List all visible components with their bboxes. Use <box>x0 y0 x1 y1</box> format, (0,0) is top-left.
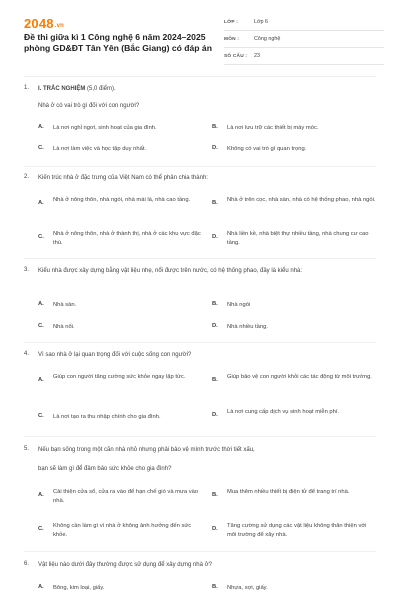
meta-key: SỐ CÂU : <box>224 53 248 59</box>
option-letter: D. <box>212 234 218 240</box>
question-number: 2. <box>24 174 30 180</box>
question-divider <box>24 436 376 437</box>
option-text: Nhựa, sợi, giấy. <box>227 585 268 591</box>
option-letter: C. <box>38 413 44 419</box>
question-text-continued: bạn sẽ làm gì để đảm bảo sức khỏe cho gia đình? <box>38 466 172 472</box>
option-letter: A. <box>38 301 44 307</box>
section-points: (5,0 điểm). <box>85 86 116 92</box>
meta-row-count <box>224 48 384 65</box>
meta-key: LỚP : <box>224 19 239 25</box>
option-text: Mua thêm nhiều thiết bị điện tử để trang trí nhà. <box>227 489 350 495</box>
option-text: Nhà nhiều tầng. <box>227 324 268 330</box>
question-text: Vật liệu nào dưới đây thường được sử dụng để xây dựng nhà ở? <box>38 562 212 568</box>
option-text: Nhà ở trên cọc, nhà sàn, nhà có hệ thống phao, nhà ngói. <box>227 197 376 203</box>
question-text: Nếu bạn sống trong một căn nhà nhỏ nhưng phải bảo vệ mình trước thời tiết xấu, <box>38 447 255 453</box>
section-heading <box>38 85 376 94</box>
option-text: Là nơi lưu trữ các thiết bị máy móc. <box>227 125 319 131</box>
option-text: Không có vai trò gì quan trọng. <box>227 146 307 152</box>
question-divider <box>24 342 376 343</box>
meta-value: 23 <box>254 53 260 59</box>
option-text: Là nơi cung cấp dịch vụ sinh hoạt miễn phí. <box>227 409 340 415</box>
option-letter: C. <box>38 526 44 532</box>
option-letter: A. <box>38 492 44 498</box>
option-text: Nhà ở nông thôn, nhà ở thành thị, nhà ở các khu vực đặc thù. <box>53 231 201 246</box>
option-letter: C. <box>38 323 44 329</box>
exam-meta <box>224 14 384 65</box>
header <box>0 0 400 72</box>
header-divider <box>24 76 376 77</box>
section-title: I. TRẮC NGHIỆM <box>38 86 86 92</box>
option-text: Nhà sàn. <box>53 302 77 308</box>
meta-value: Lớp 6 <box>254 19 269 25</box>
option-text: Không cần làm gì vì nhà ở không ảnh hưởng đến sức khỏe. <box>53 523 192 538</box>
option-letter: B. <box>212 301 218 307</box>
option-letter: B. <box>212 492 218 498</box>
option-text: Nhà nổi. <box>53 324 75 330</box>
option-letter: A. <box>38 377 44 383</box>
meta-value: Công nghệ <box>254 36 281 42</box>
option-text: Nhà ở nông thôn, nhà ngói, nhà mái lá, nhà cao tầng. <box>53 197 191 203</box>
option-text: Cải thiện cửa sổ, cửa ra vào để hạn chế gió và mưa vào nhà. <box>53 489 199 504</box>
logo[interactable] <box>24 16 64 31</box>
meta-row-subject <box>224 31 384 48</box>
question-text: Vì sao nhà ở lại quan trọng đối với cuộc sống con người? <box>38 352 192 358</box>
option-letter: C. <box>38 145 44 151</box>
question-number: 1. <box>24 85 30 91</box>
meta-row-class <box>224 14 384 31</box>
option-text: Là nơi tạo ra thu nhập chính cho gia đình. <box>53 414 161 420</box>
meta-key: MÔN : <box>224 36 240 42</box>
question-text: Nhà ở có vai trò gì đối với con người? <box>38 103 140 109</box>
option-text: Giúp con người tăng cường sức khỏe ngay lập tức. <box>53 374 186 380</box>
option-text: Là nơi nghỉ ngơi, sinh hoạt của gia đình. <box>53 125 157 131</box>
question-divider <box>24 166 376 167</box>
question-divider <box>24 551 376 552</box>
question-number: 6. <box>24 561 30 567</box>
question-number: 3. <box>24 267 30 273</box>
option-letter: B. <box>212 200 218 206</box>
option-letter: B. <box>212 377 218 383</box>
option-text: Nhà ngói <box>227 302 251 308</box>
question-number: 5. <box>24 446 30 452</box>
option-letter: A. <box>38 124 44 130</box>
option-text: Bông, kim loại, giấy. <box>53 585 105 591</box>
option-letter: A. <box>38 584 44 590</box>
question-number: 4. <box>24 351 30 357</box>
option-text: Là nơi làm việc và học tập duy nhất. <box>53 146 147 152</box>
logo-suffix: .vn <box>54 23 65 29</box>
option-letter: B. <box>212 124 218 130</box>
exam-title: Đề thi giữa kì 1 Công nghệ 6 năm 2024–2025 phòng GD&ĐT Tân Yên (Bắc Giang) có đáp án <box>24 32 212 53</box>
option-letter: B. <box>212 584 218 590</box>
question-text: Kiểu nhà được xây dựng bằng vật liệu nhẹ, nổi được trên nước, có hệ thống phao, đây là kiểu nhà: <box>38 268 303 274</box>
option-text: Giúp bảo vệ con người khỏi các tác động từ môi trường. <box>227 374 372 380</box>
option-letter: A. <box>38 200 44 206</box>
option-letter: D. <box>212 412 218 418</box>
option-text: Tăng cường sử dụng các vật liệu không thân thiện với môi trường để xây nhà. <box>227 523 367 538</box>
option-text: Nhà liền kề, nhà biệt thự nhiều tầng, nhà chung cư cao tầng. <box>227 231 369 246</box>
option-letter: D. <box>212 526 218 532</box>
question-text: Kiến trúc nhà ở đặc trưng của Việt Nam có thể phân chia thành: <box>38 175 208 181</box>
option-letter: D. <box>212 145 218 151</box>
logo-text: 2048 <box>24 16 54 31</box>
option-letter: C. <box>38 234 44 240</box>
option-letter: D. <box>212 323 218 329</box>
question-divider <box>24 258 376 259</box>
